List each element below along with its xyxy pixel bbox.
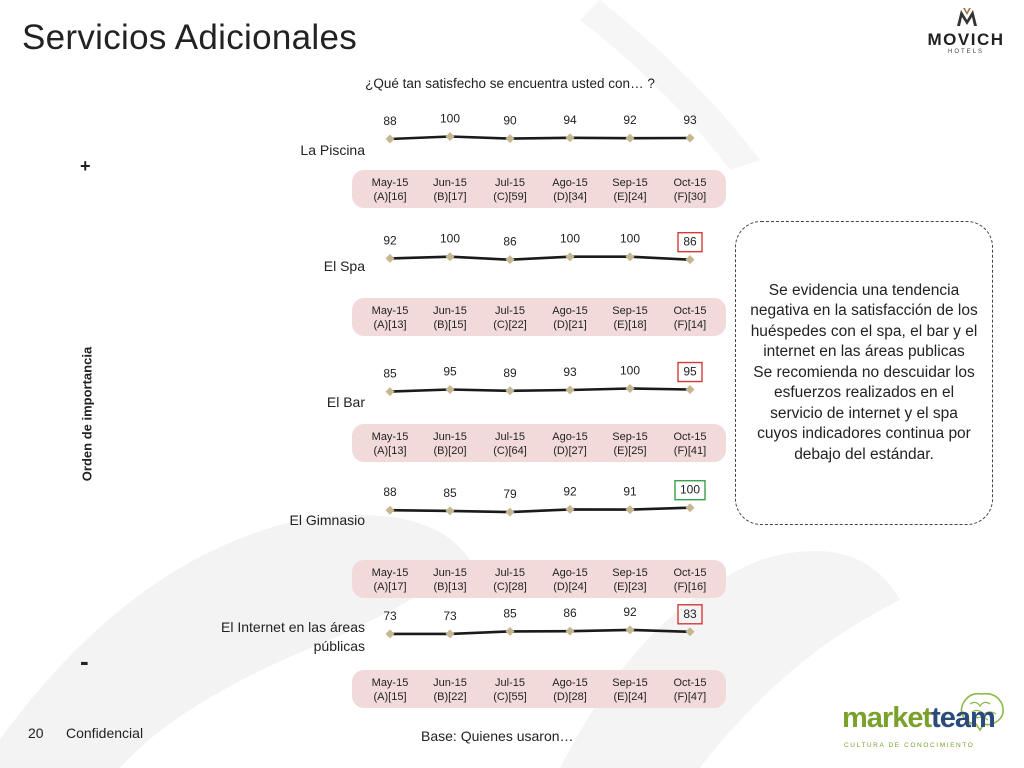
- category-label: May-15: [371, 567, 409, 579]
- row-label-gimnasio: El Gimnasio: [289, 512, 365, 528]
- data-label: 93: [683, 112, 697, 127]
- category-label: Ago-15: [552, 177, 588, 189]
- base-label: (E)[23]: [613, 581, 647, 593]
- base-label: (B)[15]: [433, 319, 467, 331]
- row-label-spa: El Spa: [323, 258, 365, 274]
- confidential-label: Confidencial: [66, 725, 144, 741]
- category-label: Jun-15: [433, 177, 467, 189]
- category-label: Oct-15: [673, 567, 707, 579]
- data-point: [566, 627, 575, 636]
- base-label: (D)[27]: [553, 445, 587, 457]
- base-label: (C)[64]: [493, 445, 527, 457]
- base-label: (E)[24]: [613, 691, 647, 703]
- data-label: 95: [683, 364, 697, 379]
- page-number: 20: [28, 725, 44, 741]
- data-point: [386, 254, 395, 263]
- base-label: (C)[55]: [493, 691, 527, 703]
- series-line: [390, 137, 690, 140]
- base-label: (E)[25]: [613, 445, 647, 457]
- axis-minus-marker: -: [80, 646, 89, 676]
- base-label: (E)[24]: [613, 191, 647, 203]
- category-label: Ago-15: [552, 431, 588, 443]
- category-pill: [352, 560, 726, 598]
- data-label: 100: [679, 482, 701, 497]
- category-pill: [352, 170, 726, 208]
- base-label: (A)[17]: [373, 581, 407, 593]
- marketteam-logo: [838, 690, 1018, 760]
- data-point: [386, 506, 395, 515]
- row-label-internet: El Internet en las áreas públicas: [221, 619, 365, 654]
- base-label: (F)[41]: [673, 445, 707, 457]
- data-label: 94: [563, 112, 577, 127]
- series-line: [390, 508, 690, 512]
- page-title: Servicios Adicionales: [22, 18, 358, 57]
- category-label: Sep-15: [612, 305, 648, 317]
- data-label: 85: [503, 606, 517, 621]
- base-label: (B)[13]: [433, 581, 467, 593]
- data-point: [566, 133, 575, 142]
- data-label: 86: [503, 234, 517, 249]
- category-label: Jun-15: [433, 677, 467, 689]
- category-label: Jun-15: [433, 431, 467, 443]
- data-label: 100: [439, 111, 461, 126]
- category-label: Sep-15: [612, 177, 648, 189]
- data-label: 88: [383, 114, 397, 129]
- base-label: (F)[16]: [673, 581, 707, 593]
- data-point: [446, 252, 455, 261]
- base-label: (F)[30]: [673, 191, 707, 203]
- base-label: (B)[17]: [433, 191, 467, 203]
- data-point: [686, 255, 695, 264]
- category-label: Jul-15: [495, 431, 525, 443]
- category-label: Oct-15: [673, 177, 707, 189]
- category-label: Oct-15: [673, 305, 707, 317]
- base-label: (B)[22]: [433, 691, 467, 703]
- category-label: Jun-15: [433, 305, 467, 317]
- category-label: Sep-15: [612, 677, 648, 689]
- data-label: 92: [383, 233, 397, 248]
- data-label: 100: [439, 231, 461, 246]
- category-label: May-15: [371, 305, 409, 317]
- data-point: [386, 629, 395, 638]
- marketteam-brand-text: marketteam: [842, 702, 995, 734]
- data-point: [446, 506, 455, 515]
- data-label: 90: [503, 113, 517, 128]
- data-point: [566, 385, 575, 394]
- series-line: [390, 257, 690, 260]
- data-label: 100: [559, 231, 581, 246]
- data-label: 93: [563, 364, 577, 379]
- data-point: [386, 387, 395, 396]
- data-point: [626, 505, 635, 514]
- insight-callout-text: Se evidencia una tendencia negativa en la satisfacción de los huéspedes con el spa, el bar y el internet en las áreas publicas Se recomienda no descuidar los esfuerzos realizados en el servicio de internet y el spa cuyos indicadores continua por debajo del estándar.: [750, 281, 978, 463]
- category-label: Sep-15: [612, 567, 648, 579]
- category-label: Jul-15: [495, 677, 525, 689]
- row-label-bar: El Bar: [326, 394, 365, 410]
- category-label: Jul-15: [495, 305, 525, 317]
- data-label: 85: [443, 485, 457, 500]
- data-point: [506, 386, 515, 395]
- series-line: [390, 630, 690, 634]
- base-note: Base: Quienes usaron…: [421, 728, 574, 744]
- data-point: [506, 508, 515, 517]
- category-label: Oct-15: [673, 431, 707, 443]
- base-label: (A)[15]: [373, 691, 407, 703]
- base-label: (C)[59]: [493, 191, 527, 203]
- base-label: (D)[34]: [553, 191, 587, 203]
- base-label: (A)[16]: [373, 191, 407, 203]
- base-label: (D)[24]: [553, 581, 587, 593]
- data-label: 89: [503, 365, 517, 380]
- data-label: 100: [619, 231, 641, 246]
- base-label: (D)[21]: [553, 319, 587, 331]
- data-point: [626, 625, 635, 634]
- data-label: 86: [683, 234, 697, 249]
- category-label: May-15: [371, 177, 409, 189]
- category-label: Sep-15: [612, 431, 648, 443]
- base-label: (F)[47]: [673, 691, 707, 703]
- base-label: (A)[13]: [373, 319, 407, 331]
- data-point: [506, 134, 515, 143]
- category-label: Ago-15: [552, 677, 588, 689]
- data-label: 86: [563, 606, 577, 621]
- data-point: [446, 132, 455, 141]
- marketteam-tagline: CULTURA DE CONOCIMIENTO: [844, 742, 975, 749]
- data-label: 88: [383, 485, 397, 500]
- data-point: [446, 385, 455, 394]
- insight-callout: [735, 221, 993, 525]
- data-point: [626, 384, 635, 393]
- movich-sub-text: HOTELS: [947, 49, 984, 55]
- category-label: May-15: [371, 677, 409, 689]
- data-label: 92: [563, 484, 577, 499]
- base-label: (C)[22]: [493, 319, 527, 331]
- data-point: [686, 627, 695, 636]
- category-label: Ago-15: [552, 305, 588, 317]
- base-label: (D)[28]: [553, 691, 587, 703]
- data-point: [566, 252, 575, 261]
- base-label: (E)[18]: [613, 319, 647, 331]
- data-label: 91: [623, 484, 637, 499]
- category-label: Oct-15: [673, 677, 707, 689]
- data-label: 85: [383, 366, 397, 381]
- data-point: [506, 255, 515, 264]
- data-label: 73: [443, 608, 457, 623]
- data-label: 79: [503, 487, 517, 502]
- category-label: Ago-15: [552, 567, 588, 579]
- base-label: (A)[13]: [373, 445, 407, 457]
- data-point: [446, 629, 455, 638]
- base-label: (F)[14]: [673, 319, 707, 331]
- data-point: [626, 134, 635, 143]
- data-label: 83: [683, 606, 697, 621]
- category-pill: [352, 298, 726, 336]
- base-label: (B)[20]: [433, 445, 467, 457]
- data-point: [626, 252, 635, 261]
- movich-brand-text: MOVICH: [927, 30, 1005, 49]
- category-label: Jul-15: [495, 567, 525, 579]
- category-label: Jul-15: [495, 177, 525, 189]
- data-point: [386, 135, 395, 144]
- data-point: [686, 503, 695, 512]
- data-label: 92: [623, 604, 637, 619]
- category-pill: [352, 670, 726, 708]
- data-point: [566, 505, 575, 514]
- data-label: 100: [619, 363, 641, 378]
- data-point: [686, 133, 695, 142]
- series-line: [390, 389, 690, 392]
- category-label: May-15: [371, 431, 409, 443]
- survey-question: ¿Qué tan satisfecho se encuentra usted con… ?: [365, 76, 655, 91]
- data-point: [686, 385, 695, 394]
- data-point: [506, 627, 515, 636]
- base-label: (C)[28]: [493, 581, 527, 593]
- data-label: 95: [443, 364, 457, 379]
- row-label-piscina: La Piscina: [300, 142, 365, 158]
- data-label: 73: [383, 608, 397, 623]
- importance-axis-label: Orden de importancia: [79, 346, 95, 482]
- data-label: 92: [623, 113, 637, 128]
- axis-plus-marker: +: [80, 156, 91, 176]
- category-label: Jun-15: [433, 567, 467, 579]
- category-pill: [352, 424, 726, 462]
